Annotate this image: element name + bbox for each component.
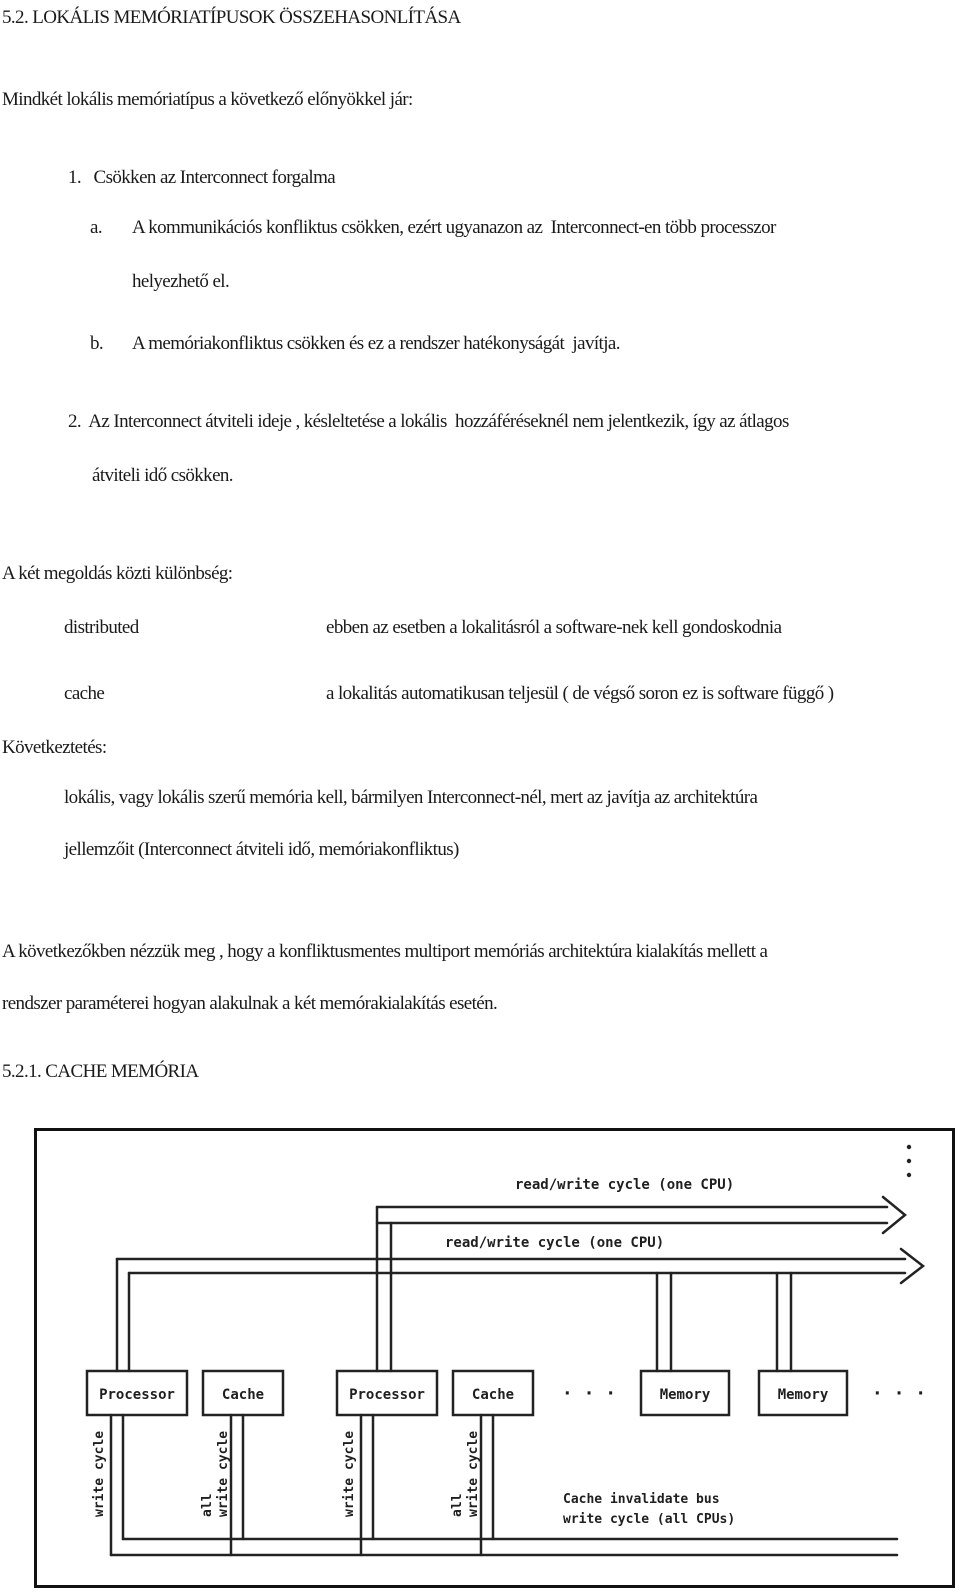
list-item-1a-line1: A kommunikációs konfliktus csökken, ezért ugyanazon az Interconnect-en több processzor [132, 217, 776, 238]
cache-label-2: Cache [471, 1387, 515, 1403]
mid-arrowhead [901, 1249, 923, 1283]
next-paragraph-line1: A következőkben nézzük meg , hogy a konfliktusmentes multiport memóriás architektúra kialakítás mellett a [2, 941, 768, 962]
list-item-1a-marker: a. [90, 217, 102, 238]
section-title: 5.2. LOKÁLIS MEMÓRIATÍPUSOK ÖSSZEHASONLÍTÁSA [2, 7, 461, 28]
vertical-ellipsis [907, 1145, 911, 1177]
proc2-write-cycle-label: write cycle [342, 1430, 357, 1517]
memory-label-1: Memory [659, 1387, 711, 1403]
list-item-1: 1. Csökken az Interconnect forgalma [68, 167, 336, 188]
conclusion-line1: lokális, vagy lokális szerű memória kell, bármilyen Interconnect-nél, mert az javítja az architektúra [64, 787, 758, 808]
bus-label-line1: Cache invalidate bus [563, 1492, 720, 1507]
proc1-write-cycle-label: write cycle [92, 1430, 107, 1517]
difference-term-cache: cache [64, 683, 105, 704]
difference-title: A két megoldás közti különbség: [2, 563, 233, 584]
memory-label-2: Memory [777, 1387, 829, 1403]
cache-label-1: Cache [221, 1387, 265, 1403]
list-item-1a-line2: helyezhető el. [132, 271, 230, 292]
processor-label-2: Processor [349, 1387, 425, 1403]
cache1-all-label: all [200, 1493, 215, 1517]
cache2-all-label: all [450, 1493, 465, 1517]
difference-term-distributed: distributed [64, 617, 139, 638]
intro-text: Mindkét lokális memóriatípus a következő előnyökkel jár: [2, 89, 413, 110]
difference-desc-cache: a lokalitás automatikusan teljesül ( de végső soron ez is software függő ) [326, 683, 834, 704]
list-item-2-line2: átviteli idő csökken. [92, 465, 233, 486]
list-item-1b-text: A memóriakonfliktus csökken és ez a rendszer hatékonyságát javítja. [132, 333, 620, 354]
subsection-title: 5.2.1. CACHE MEMÓRIA [2, 1061, 199, 1082]
difference-desc-distributed: ebben az esetben a lokalitásról a software-nek kell gondoskodnia [326, 617, 782, 638]
conclusion-line2: jellemzőit (Interconnect átviteli idő, memóriakonfliktus) [64, 839, 459, 860]
mid-arrow-label: read/write cycle (one CPU) [445, 1235, 665, 1251]
cache-architecture-diagram [37, 1131, 952, 1585]
list-item-2-line1: 2. Az Interconnect átviteli ideje , késleltetése a lokális hozzáféréseknél nem jelentkezik, így az átlagos [68, 411, 789, 432]
cache2-write-cycle-label: write cycle [466, 1430, 481, 1517]
next-paragraph-line2: rendszer paraméterei hogyan alakulnak a két memórakialakítás esetén. [2, 993, 498, 1014]
cache1-write-cycle-label: write cycle [216, 1430, 231, 1517]
top-arrowhead [883, 1197, 905, 1233]
conclusion-title: Következtetés: [2, 737, 107, 758]
bus-label-line2: write cycle (all CPUs) [563, 1512, 736, 1527]
processor-label-1: Processor [99, 1387, 175, 1403]
cache-architecture-figure [34, 1128, 955, 1588]
ellipsis-middle: · · · [561, 1383, 617, 1404]
list-item-1b-marker: b. [90, 333, 104, 354]
ellipsis-right: · · · [871, 1383, 927, 1404]
top-arrow-label: read/write cycle (one CPU) [515, 1177, 735, 1193]
